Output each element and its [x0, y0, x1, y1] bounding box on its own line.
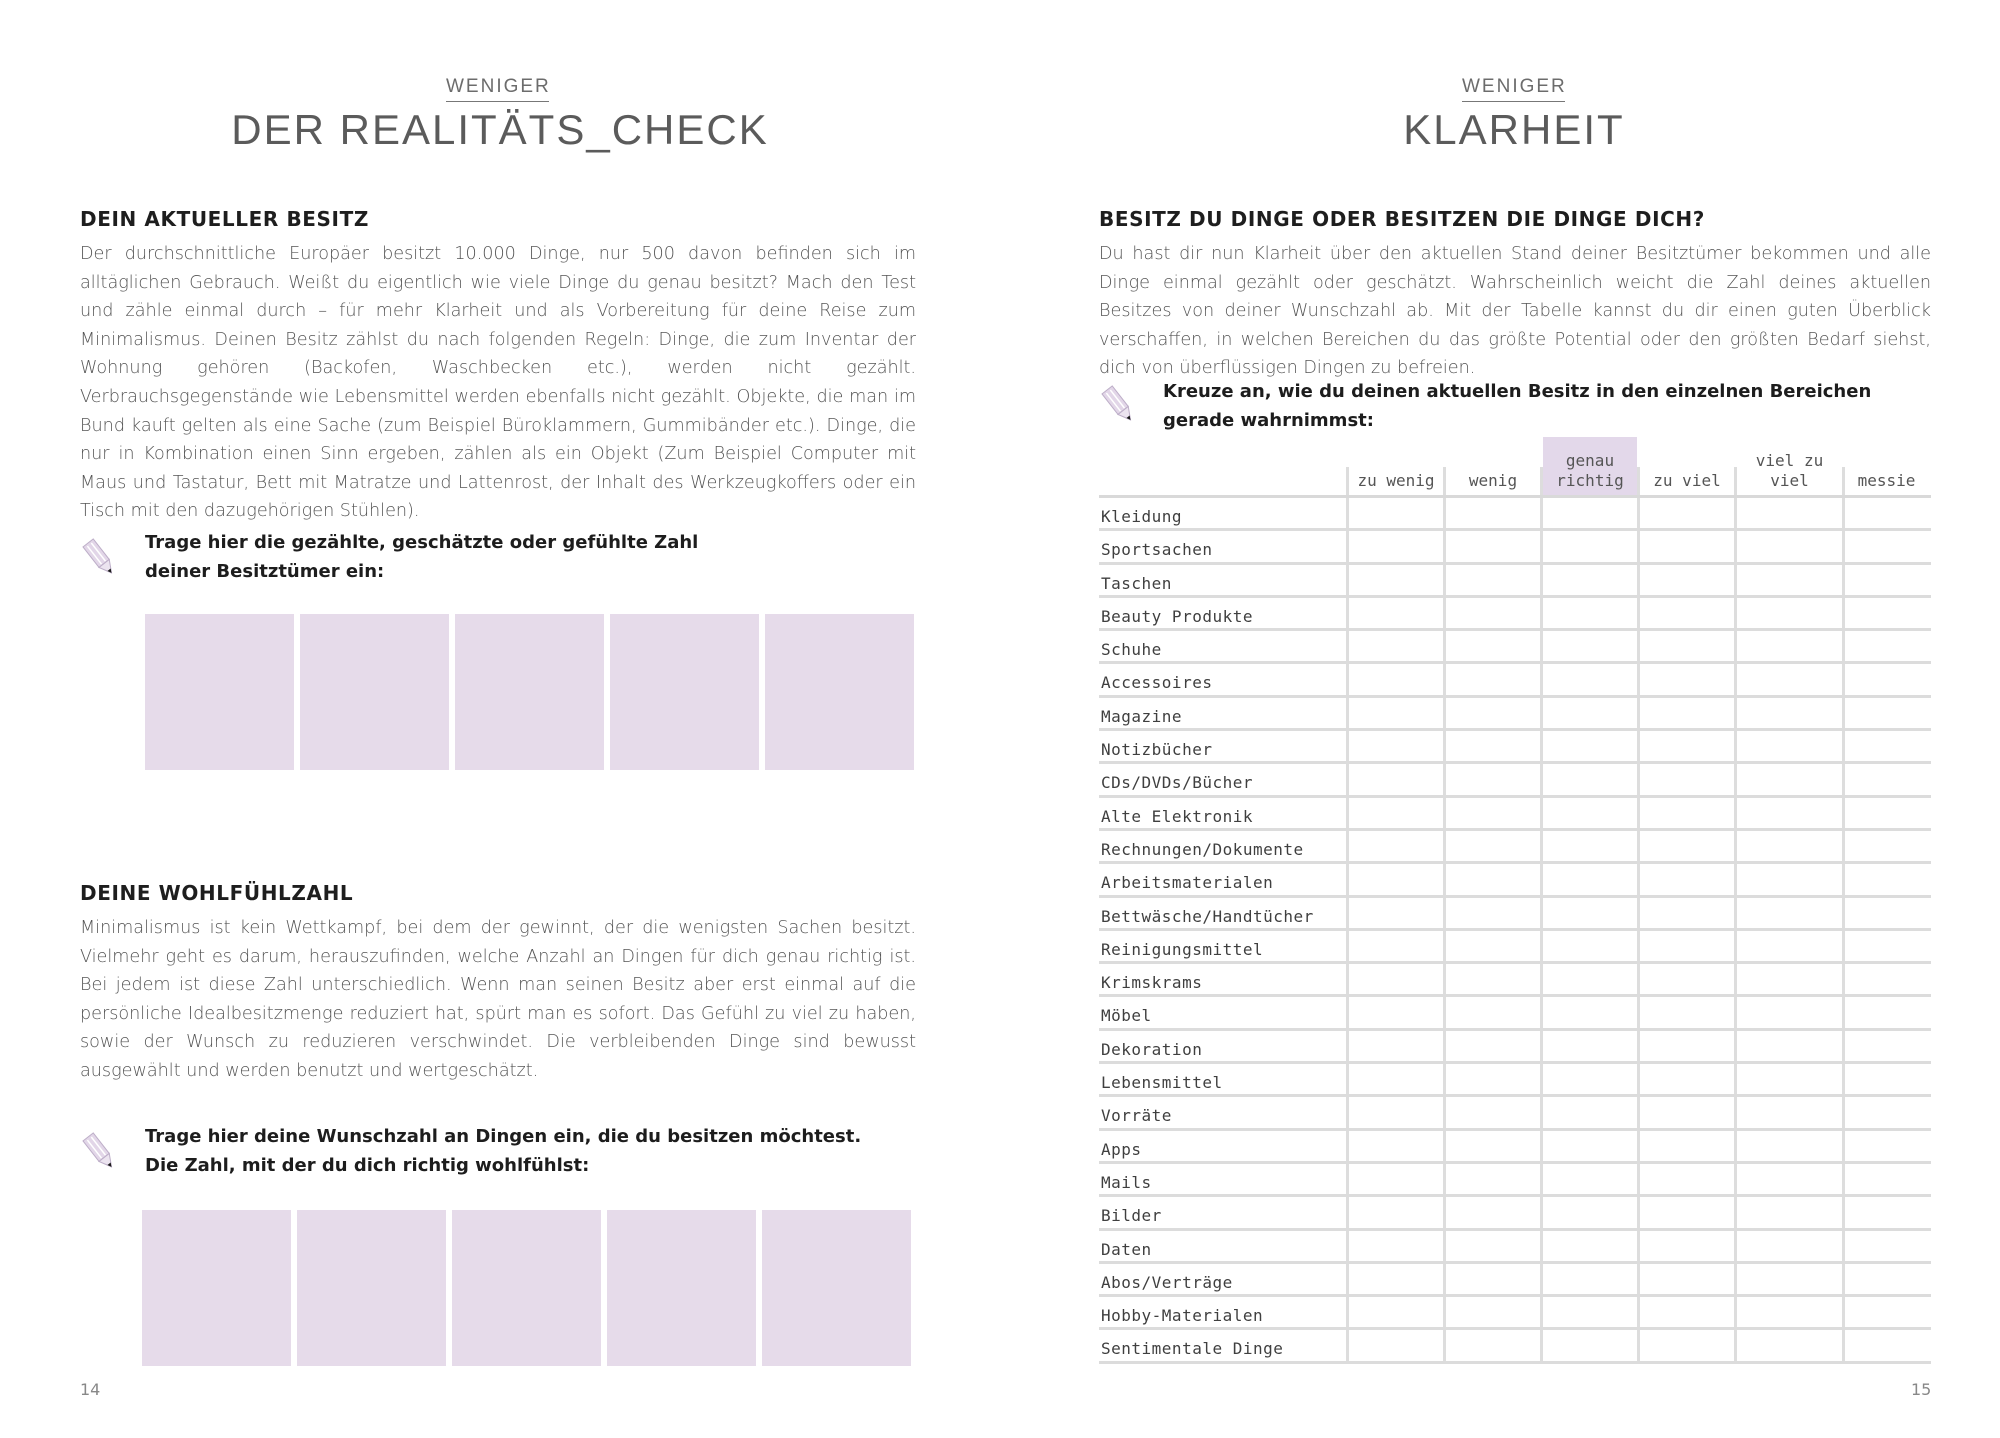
checkbox-cell[interactable] — [1543, 831, 1637, 861]
checkbox-cell[interactable] — [1640, 1031, 1734, 1061]
section-heading-wohlfuehlzahl: DEINE WOHLFÜHLZAHL — [80, 881, 354, 905]
checkbox-cell[interactable] — [1845, 1064, 1928, 1094]
checkbox-cell[interactable] — [1446, 565, 1540, 595]
section-body-klarheit: Du hast dir nun Klarheit über den aktuellen Stand deiner Besitztümer bekommen und alle Dinge einmal gezählt oder geschätzt. Wahrscheinlich weicht die Zahl deines aktuellen Besitzes von deiner Wunschzahl ab. Mit der Tabelle kannst du dir einen guten Überblick verschaffen, in welchen Bereichen du das größte Potential oder den größten Bedarf siehst, dich von überflüssigen Dingen zu befreien. — [1099, 244, 1931, 379]
table-header — [1099, 437, 1931, 495]
checkbox-cell[interactable] — [1737, 931, 1842, 961]
checkbox-cell[interactable] — [1737, 531, 1842, 561]
checkbox-cell[interactable] — [1543, 498, 1637, 528]
row-label: Daten — [1101, 1239, 1152, 1259]
checkbox-cell[interactable] — [1446, 1330, 1540, 1360]
count-box-4[interactable] — [610, 614, 759, 770]
checkbox-cell[interactable] — [1640, 764, 1734, 794]
checkbox-cell[interactable] — [1640, 1064, 1734, 1094]
checkbox-cell[interactable] — [1349, 1231, 1443, 1261]
checkbox-cell[interactable] — [1446, 598, 1540, 628]
table-row — [1099, 764, 1931, 797]
checkbox-cell[interactable] — [1543, 1031, 1637, 1061]
checkbox-cell[interactable] — [1446, 831, 1540, 861]
checkbox-cell[interactable] — [1543, 565, 1637, 595]
table-row — [1099, 997, 1931, 1030]
section-body-besitz: Der durchschnittliche Europäer besitzt 10.000 Dinge, nur 500 davon befinden sich im alltäglichen Gebrauch. Weißt du eigentlich wie viele Dinge du genau besitzt? Mach den Test und zähle einmal durch – für mehr Klarheit und als Vorbereitung für deine Reise zum Minimalismus. Deinen Besitz zählst du nach folgenden Regeln: Dinge, die zum Inventar der Wohnung gehören (Backofen, Waschbecken etc.), werden nicht gezählt. Verbrauchsgegenstände wie Lebensmittel werden ebenfalls nicht gezählt. Objekte, die man im Bund kauft gelten als eine Sache (zum Beispiel Büroklammern, Gummibänder etc.). Dinge, die nur in Kombination einen Sinn ergeben, zählen als ein Objekt (Zum Beispiel Computer mit Maus und Tastatur, Bett mit Matratze und Lattenrost, der Inhalt des Werkzeugkoffers oder ein Tisch mit den dazugehörigen Stühlen). — [80, 244, 916, 522]
checkbox-cell[interactable] — [1845, 698, 1928, 728]
checkbox-cell[interactable] — [1349, 1297, 1443, 1327]
checkbox-cell[interactable] — [1737, 598, 1842, 628]
table-row — [1099, 1064, 1931, 1097]
column-divider — [1734, 467, 1737, 495]
row-label: Krimskrams — [1101, 973, 1203, 993]
checkbox-cell[interactable] — [1543, 997, 1637, 1027]
column-header: genau richtig — [1543, 437, 1637, 495]
checkbox-cell[interactable] — [1349, 498, 1443, 528]
checkbox-cell[interactable] — [1845, 964, 1928, 994]
checkbox-cell[interactable] — [1640, 1097, 1734, 1127]
checkbox-cell[interactable] — [1845, 798, 1928, 828]
checkbox-cell[interactable] — [1845, 1330, 1928, 1360]
checkbox-cell[interactable] — [1737, 664, 1842, 694]
checkbox-cell[interactable] — [1349, 598, 1443, 628]
table-row — [1099, 931, 1931, 964]
prompt-kreuze-an: Kreuze an, wie du deinen aktuellen Besitz in den einzelnen Bereichen gerade wahrnimmst: — [1163, 381, 1872, 431]
checkbox-cell[interactable] — [1737, 1197, 1842, 1227]
checkbox-cell[interactable] — [1543, 898, 1637, 928]
right-title: KLARHEIT — [1403, 106, 1625, 153]
checkbox-cell[interactable] — [1737, 997, 1842, 1027]
checkbox-cell[interactable] — [1640, 964, 1734, 994]
table-row — [1099, 598, 1931, 631]
checkbox-cell[interactable] — [1543, 664, 1637, 694]
checkbox-cell[interactable] — [1446, 1297, 1540, 1327]
checkbox-cell[interactable] — [1349, 831, 1443, 861]
row-label: Abos/Verträge — [1101, 1272, 1233, 1292]
column-header: zu viel — [1653, 471, 1721, 490]
checkbox-cell[interactable] — [1640, 1197, 1734, 1227]
checkbox-cell[interactable] — [1349, 1164, 1443, 1194]
checkbox-cell[interactable] — [1543, 1097, 1637, 1127]
left-title: DER REALITÄTS_CHECK — [231, 106, 769, 153]
pencil-icon — [78, 1128, 124, 1174]
row-label: Rechnungen/Dokumente — [1101, 839, 1304, 859]
checkbox-cell[interactable] — [1446, 1197, 1540, 1227]
wish-box-2[interactable] — [297, 1210, 446, 1366]
checkbox-cell[interactable] — [1446, 764, 1540, 794]
checkbox-cell[interactable] — [1640, 1231, 1734, 1261]
checkbox-cell[interactable] — [1640, 498, 1734, 528]
checkbox-cell[interactable] — [1737, 731, 1842, 761]
pencil-icon — [1097, 381, 1143, 427]
row-label: Bettwäsche/Handtücher — [1101, 906, 1314, 926]
checkbox-cell[interactable] — [1349, 931, 1443, 961]
table-row — [1099, 698, 1931, 731]
prompt-wunschzahl-line1: Trage hier deine Wunschzahl an Dingen ein, die du besitzen möchtest. — [145, 1126, 862, 1147]
checkbox-cell[interactable] — [1640, 531, 1734, 561]
checkbox-cell[interactable] — [1446, 997, 1540, 1027]
checkbox-cell[interactable] — [1845, 831, 1928, 861]
checkbox-cell[interactable] — [1349, 964, 1443, 994]
count-box-1[interactable] — [145, 614, 294, 770]
row-label: Beauty Produkte — [1101, 606, 1253, 626]
checkbox-cell[interactable] — [1845, 931, 1928, 961]
checkbox-cell[interactable] — [1349, 631, 1443, 661]
checkbox-cell[interactable] — [1446, 964, 1540, 994]
page-number-left: 14 — [80, 1380, 101, 1399]
checkbox-cell[interactable] — [1349, 1197, 1443, 1227]
checkbox-cell[interactable] — [1737, 1297, 1842, 1327]
checkbox-cell[interactable] — [1737, 631, 1842, 661]
column-divider — [1346, 467, 1349, 495]
checkbox-cell[interactable] — [1737, 1031, 1842, 1061]
checkbox-cell[interactable] — [1349, 1097, 1443, 1127]
row-label: Dekoration — [1101, 1039, 1203, 1059]
column-divider — [1842, 467, 1845, 495]
checkbox-cell[interactable] — [1640, 831, 1734, 861]
checkbox-cell[interactable] — [1737, 1231, 1842, 1261]
checkbox-cell[interactable] — [1845, 1297, 1928, 1327]
checkbox-cell[interactable] — [1640, 1164, 1734, 1194]
checkbox-cell[interactable] — [1446, 898, 1540, 928]
column-divider — [1540, 467, 1543, 495]
column-header: messie — [1857, 471, 1916, 490]
checkbox-cell[interactable] — [1349, 864, 1443, 894]
wish-box-3[interactable] — [452, 1210, 601, 1366]
table-row — [1099, 1231, 1931, 1264]
right-eyebrow: WENIGER — [1462, 76, 1565, 102]
checkbox-cell[interactable] — [1349, 764, 1443, 794]
table-row — [1099, 531, 1931, 564]
checkbox-cell[interactable] — [1737, 1097, 1842, 1127]
row-label: Accessoires — [1101, 673, 1213, 693]
checkbox-cell[interactable] — [1845, 1264, 1928, 1294]
checkbox-cell[interactable] — [1349, 1131, 1443, 1161]
row-label: Arbeitsmaterialen — [1101, 873, 1274, 893]
checkbox-cell[interactable] — [1349, 731, 1443, 761]
table-row — [1099, 864, 1931, 897]
left-eyebrow: WENIGER — [446, 76, 549, 102]
row-label: Lebensmittel — [1101, 1073, 1223, 1093]
checkbox-cell[interactable] — [1845, 1031, 1928, 1061]
table-body — [1099, 498, 1931, 1364]
count-box-5[interactable] — [765, 614, 914, 770]
checkbox-cell[interactable] — [1446, 698, 1540, 728]
row-label: Bilder — [1101, 1206, 1162, 1226]
count-box-2[interactable] — [300, 614, 449, 770]
section-heading-besitz: DEIN AKTUELLER BESITZ — [80, 207, 369, 231]
checkbox-cell[interactable] — [1737, 831, 1842, 861]
table-row — [1099, 898, 1931, 931]
checkbox-cell[interactable] — [1543, 1264, 1637, 1294]
checkbox-cell[interactable] — [1640, 898, 1734, 928]
wish-box-4[interactable] — [607, 1210, 756, 1366]
checkbox-cell[interactable] — [1446, 798, 1540, 828]
table-row — [1099, 798, 1931, 831]
table-row — [1099, 565, 1931, 598]
table-row — [1099, 1264, 1931, 1297]
checkbox-cell[interactable] — [1845, 997, 1928, 1027]
checkbox-cell[interactable] — [1446, 1164, 1540, 1194]
checkbox-cell[interactable] — [1446, 864, 1540, 894]
row-label: Schuhe — [1101, 640, 1162, 660]
checkbox-cell[interactable] — [1640, 664, 1734, 694]
checkbox-cell[interactable] — [1349, 1264, 1443, 1294]
count-box-3[interactable] — [455, 614, 604, 770]
checkbox-cell[interactable] — [1349, 1031, 1443, 1061]
table-row — [1099, 1131, 1931, 1164]
checkbox-cell[interactable] — [1446, 1131, 1540, 1161]
checkbox-cell[interactable] — [1349, 565, 1443, 595]
row-label: Taschen — [1101, 573, 1172, 593]
checkbox-cell[interactable] — [1543, 1131, 1637, 1161]
checkbox-cell[interactable] — [1446, 1031, 1540, 1061]
checkbox-cell[interactable] — [1543, 1064, 1637, 1094]
checkbox-cell[interactable] — [1543, 531, 1637, 561]
checkbox-cell[interactable] — [1349, 698, 1443, 728]
row-label: Magazine — [1101, 706, 1183, 726]
checkbox-cell[interactable] — [1446, 1231, 1540, 1261]
checkbox-cell[interactable] — [1845, 631, 1928, 661]
table-row — [1099, 964, 1931, 997]
row-label: Hobby-Materialen — [1101, 1306, 1264, 1326]
checkbox-cell[interactable] — [1543, 631, 1637, 661]
page-number-right: 15 — [1911, 1380, 1932, 1399]
checkbox-cell[interactable] — [1845, 764, 1928, 794]
checkbox-cell[interactable] — [1640, 698, 1734, 728]
checkbox-cell[interactable] — [1737, 698, 1842, 728]
checkbox-cell[interactable] — [1349, 1064, 1443, 1094]
checkbox-cell[interactable] — [1737, 1264, 1842, 1294]
column-divider — [1637, 467, 1640, 495]
checkbox-cell[interactable] — [1845, 598, 1928, 628]
checkbox-cell[interactable] — [1640, 931, 1734, 961]
table-row — [1099, 1197, 1931, 1230]
count-input-boxes[interactable] — [145, 614, 914, 770]
checkbox-cell[interactable] — [1845, 1231, 1928, 1261]
checkbox-cell[interactable] — [1640, 731, 1734, 761]
checkbox-cell[interactable] — [1737, 565, 1842, 595]
checkbox-cell[interactable] — [1446, 631, 1540, 661]
checkbox-cell[interactable] — [1640, 997, 1734, 1027]
checkbox-cell[interactable] — [1845, 898, 1928, 928]
checkbox-cell[interactable] — [1737, 1064, 1842, 1094]
checkbox-cell[interactable] — [1737, 498, 1842, 528]
checkbox-cell[interactable] — [1446, 1064, 1540, 1094]
checkbox-cell[interactable] — [1543, 931, 1637, 961]
checkbox-cell[interactable] — [1640, 864, 1734, 894]
checkbox-cell[interactable] — [1640, 598, 1734, 628]
section-body-wohlfuehlzahl: Minimalismus ist kein Wettkampf, bei dem der gewinnt, der die wenigsten Sachen besitzt. Vielmehr geht es darum, herauszufinden, welche Anzahl an Dingen für dich genau richtig ist. Bei jedem ist diese Zahl unterschiedlich. Wenn man seinen Besitz aber erst einmal auf die persönliche Idealbesitzmenge reduziert hat, spürt man es sofort. Das Gefühl zu viel zu haben, sowie der Wunsch zu reduzieren verschwindet. Die verbleibenden Dinge sind bewusst ausgewählt und werden benutzt und wertgeschätzt. — [80, 918, 916, 1081]
checkbox-cell[interactable] — [1349, 798, 1443, 828]
row-label: Mails — [1101, 1172, 1152, 1192]
column-divider — [1443, 467, 1446, 495]
row-label: CDs/DVDs/Bücher — [1101, 773, 1253, 793]
checkbox-cell[interactable] — [1737, 898, 1842, 928]
prompt-wunschzahl — [145, 1123, 885, 1180]
checkbox-cell[interactable] — [1349, 531, 1443, 561]
row-label: Vorräte — [1101, 1106, 1172, 1126]
checkbox-cell[interactable] — [1446, 1097, 1540, 1127]
checkbox-cell[interactable] — [1446, 531, 1540, 561]
checkbox-cell[interactable] — [1446, 931, 1540, 961]
checkbox-cell[interactable] — [1737, 1330, 1842, 1360]
row-label: Sentimentale Dinge — [1101, 1339, 1284, 1359]
checkbox-cell[interactable] — [1845, 731, 1928, 761]
pencil-icon — [78, 534, 124, 580]
checkbox-cell[interactable] — [1543, 598, 1637, 628]
table-row — [1099, 1164, 1931, 1197]
wish-box-1[interactable] — [142, 1210, 291, 1366]
checkbox-cell[interactable] — [1640, 565, 1734, 595]
checkbox-cell[interactable] — [1543, 964, 1637, 994]
checkbox-cell[interactable] — [1543, 1330, 1637, 1360]
checkbox-cell[interactable] — [1349, 664, 1443, 694]
prompt-besitz: Trage hier die gezählte, geschätzte oder gefühlte Zahl deiner Besitztümer ein: — [145, 532, 699, 582]
wish-input-boxes[interactable] — [142, 1210, 911, 1366]
row-label: Notizbücher — [1101, 740, 1213, 760]
table-row — [1099, 1330, 1931, 1363]
column-header: wenig — [1468, 471, 1518, 490]
row-label: Kleidung — [1101, 507, 1183, 526]
checkbox-cell[interactable] — [1446, 498, 1540, 528]
column-header: viel zu viel — [1755, 451, 1824, 490]
checkbox-cell[interactable] — [1845, 1097, 1928, 1127]
checkbox-cell[interactable] — [1640, 798, 1734, 828]
table-row — [1099, 1031, 1931, 1064]
checkbox-cell[interactable] — [1845, 1164, 1928, 1194]
checkbox-cell[interactable] — [1737, 764, 1842, 794]
table-row — [1099, 664, 1931, 697]
checkbox-cell[interactable] — [1737, 798, 1842, 828]
checkbox-cell[interactable] — [1640, 1264, 1734, 1294]
checkbox-cell[interactable] — [1737, 1164, 1842, 1194]
prompt-wunschzahl-line2: Die Zahl, mit der du dich richtig wohlfühlst: — [145, 1154, 590, 1176]
row-label: Alte Elektronik — [1101, 806, 1253, 826]
checkbox-cell[interactable] — [1543, 864, 1637, 894]
table-row — [1099, 498, 1931, 531]
section-heading-klarheit: BESITZ DU DINGE ODER BESITZEN DIE DINGE DICH? — [1099, 207, 1705, 231]
row-label: Möbel — [1101, 1006, 1152, 1026]
checkbox-cell[interactable] — [1543, 764, 1637, 794]
table-row — [1099, 1297, 1931, 1330]
checkbox-cell[interactable] — [1640, 1330, 1734, 1360]
checkbox-cell[interactable] — [1349, 1330, 1443, 1360]
assessment-table — [1099, 437, 1931, 1364]
checkbox-cell[interactable] — [1737, 864, 1842, 894]
checkbox-cell[interactable] — [1845, 1131, 1928, 1161]
checkbox-cell[interactable] — [1845, 1197, 1928, 1227]
checkbox-cell[interactable] — [1543, 698, 1637, 728]
checkbox-cell[interactable] — [1349, 898, 1443, 928]
row-rule — [1099, 1361, 1931, 1364]
right-page — [1000, 0, 2000, 1438]
table-row — [1099, 1097, 1931, 1130]
table-row — [1099, 631, 1931, 664]
checkbox-cell[interactable] — [1446, 664, 1540, 694]
table-row — [1099, 831, 1931, 864]
wish-box-5[interactable] — [762, 1210, 911, 1366]
checkbox-cell[interactable] — [1543, 731, 1637, 761]
row-label: Apps — [1101, 1139, 1142, 1159]
checkbox-cell[interactable] — [1543, 1164, 1637, 1194]
column-header: zu wenig — [1357, 471, 1435, 490]
row-label: Reinigungsmittel — [1101, 939, 1264, 959]
checkbox-cell[interactable] — [1543, 1231, 1637, 1261]
checkbox-cell[interactable] — [1446, 731, 1540, 761]
checkbox-cell[interactable] — [1737, 964, 1842, 994]
checkbox-cell[interactable] — [1543, 1297, 1637, 1327]
checkbox-cell[interactable] — [1349, 997, 1443, 1027]
checkbox-cell[interactable] — [1845, 664, 1928, 694]
checkbox-cell[interactable] — [1845, 498, 1928, 528]
table-row — [1099, 731, 1931, 764]
checkbox-cell[interactable] — [1845, 864, 1928, 894]
checkbox-cell[interactable] — [1446, 1264, 1540, 1294]
checkbox-cell[interactable] — [1845, 565, 1928, 595]
row-label: Sportsachen — [1101, 540, 1213, 560]
checkbox-cell[interactable] — [1640, 1297, 1734, 1327]
checkbox-cell[interactable] — [1640, 631, 1734, 661]
checkbox-cell[interactable] — [1543, 1197, 1637, 1227]
checkbox-cell[interactable] — [1543, 798, 1637, 828]
checkbox-cell[interactable] — [1640, 1131, 1734, 1161]
checkbox-cell[interactable] — [1845, 531, 1928, 561]
checkbox-cell[interactable] — [1737, 1131, 1842, 1161]
